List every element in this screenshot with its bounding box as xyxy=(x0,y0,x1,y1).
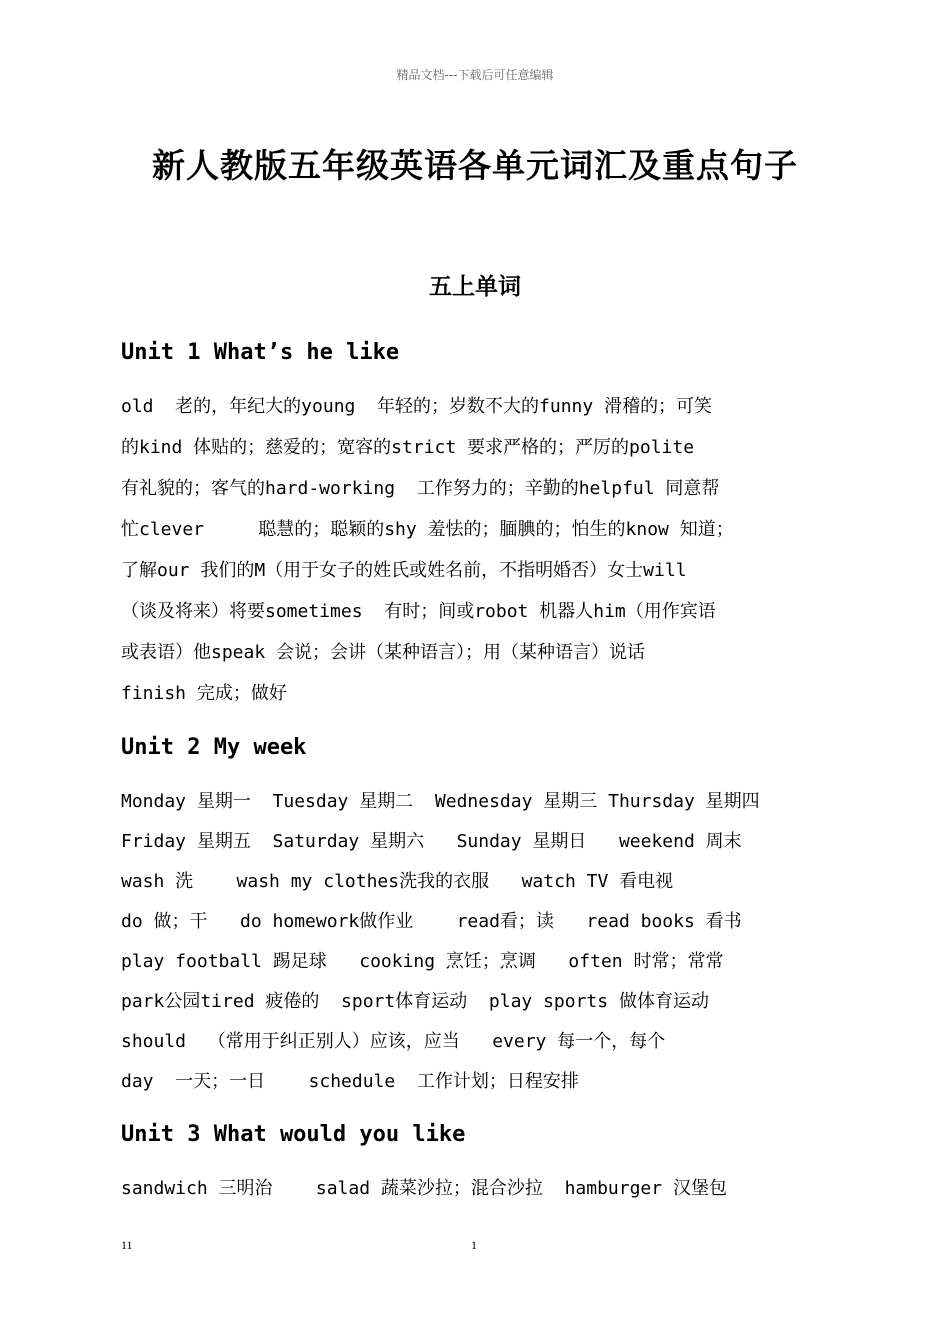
footer-left-text: 11 xyxy=(121,1238,133,1252)
text-line: 忙clever 聪慧的；聪颖的shy 羞怯的；腼腆的；怕生的know 知道； xyxy=(121,519,734,540)
unit-3-vocabulary xyxy=(121,1168,841,1209)
unit-2-vocabulary xyxy=(121,782,841,1102)
text-line: finish 完成；做好 xyxy=(121,683,287,704)
text-line: park公园tired 疲倦的 sport体育运动 play sports 做体育运动 xyxy=(121,991,709,1012)
text-line: 的kind 体贴的；慈爱的；宽容的strict 要求严格的；严厉的polite xyxy=(121,437,695,458)
text-line: 有礼貌的；客气的hard-working 工作努力的；辛勤的helpful 同意帮 xyxy=(121,478,720,499)
text-line: day 一天；一日 schedule 工作计划；日程安排 xyxy=(121,1071,579,1092)
unit-2-heading: Unit 2 My week xyxy=(121,735,307,760)
text-line: 或表语）他speak 会说；会讲（某种语言）；用（某种语言）说话 xyxy=(121,642,646,663)
unit-1-heading: Unit 1 What’s he like xyxy=(121,340,400,365)
text-line: Friday 星期五 Saturday 星期六 Sunday 星期日 weekend 周末 xyxy=(121,831,742,852)
unit-1-vocabulary xyxy=(121,386,841,714)
text-line: sandwich 三明治 salad 蔬菜沙拉；混合沙拉 hamburger 汉堡包 xyxy=(121,1178,727,1199)
text-line: play football 踢足球 cooking 烹饪；烹调 often 时常；常常 xyxy=(121,951,724,972)
page-number: 1 xyxy=(471,1238,477,1252)
page-header: 精品文档---下载后可任意编辑 xyxy=(396,68,554,82)
text-line: （谈及将来）将要sometimes 有时；间或robot 机器人him（用作宾语 xyxy=(121,601,716,622)
text-line: 了解our 我们的M（用于女子的姓氏或姓名前，不指明婚否）女士will xyxy=(121,560,687,581)
text-line: do 做；干 do homework做作业 read看；读 read books 看书 xyxy=(121,911,742,932)
text-line: old 老的，年纪大的young 年轻的；岁数不大的funny 滑稽的；可笑 xyxy=(121,396,713,417)
section-heading: 五上单词 xyxy=(429,274,521,300)
document-title: 新人教版五年级英语各单元词汇及重点句子 xyxy=(152,146,798,185)
text-line: Monday 星期一 Tuesday 星期二 Wednesday 星期三 Thursday 星期四 xyxy=(121,791,760,812)
text-line: should （常用于纠正别人）应该，应当 every 每一个，每个 xyxy=(121,1031,666,1052)
text-line: wash 洗 wash my clothes洗我的衣服 watch TV 看电视 xyxy=(121,871,674,892)
unit-3-heading: Unit 3 What would you like xyxy=(121,1122,466,1147)
